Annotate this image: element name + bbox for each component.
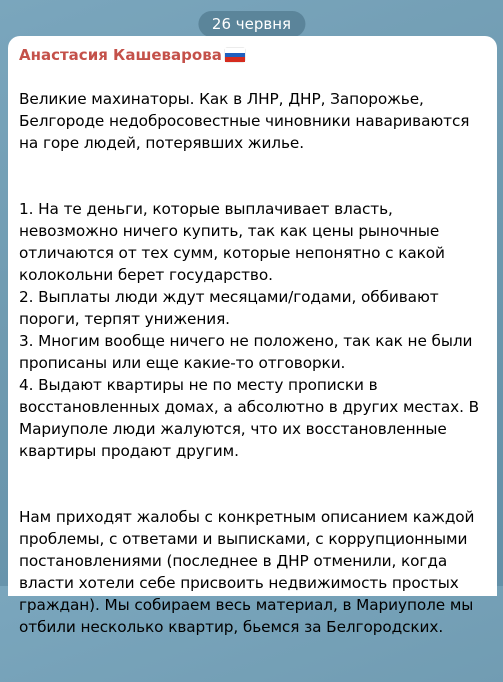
- message-bubble[interactable]: [8, 36, 497, 636]
- message-paragraph-outro: Нам приходят жалобы с конкретным описанием каждой проблемы, с ответами и выписками, с коррупционными постановлениями (последнее в ДНР отменили, когда власти хотели себе присвоить недвижимость простых граждан). Мы собираем весь материал, в Мариуполе мы отбили несколько квартир, бьемся за Белгородских.: [19, 508, 475, 636]
- message-paragraph-intro: Великие махинаторы. Как в ЛНР, ДНР, Запорожье, Белгороде недобросовестные чиновники навариваются на горе людей, потерявших жилье.: [19, 90, 470, 152]
- message-paragraph-list: 1. На те деньги, которые выплачивает власть, невозможно ничего купить, так как цены рыночные отличаются от тех сумм, которые непонятно с какой колокольни берет государство. 2. Выплаты люди ждут месяцами/годами, оббивают пороги, терпят унижения. 3. Многим вообще ничего не положено, так как не были прописаны или еще какие-то отговорки. 4. Выдают квартиры не по месту прописки в восстановленных домах, а абсолютно в других местах. В Мариуполе люди жалуются, что их восстановленные квартиры продают другим.: [19, 200, 479, 460]
- date-separator: 26 червня: [198, 11, 305, 37]
- flag-stripe-red: [225, 57, 245, 62]
- message-text: [19, 66, 487, 682]
- russia-flag-icon: [225, 48, 245, 62]
- sender-name[interactable]: Анастасия Кашеварова: [19, 46, 222, 64]
- sender-header: [19, 44, 487, 66]
